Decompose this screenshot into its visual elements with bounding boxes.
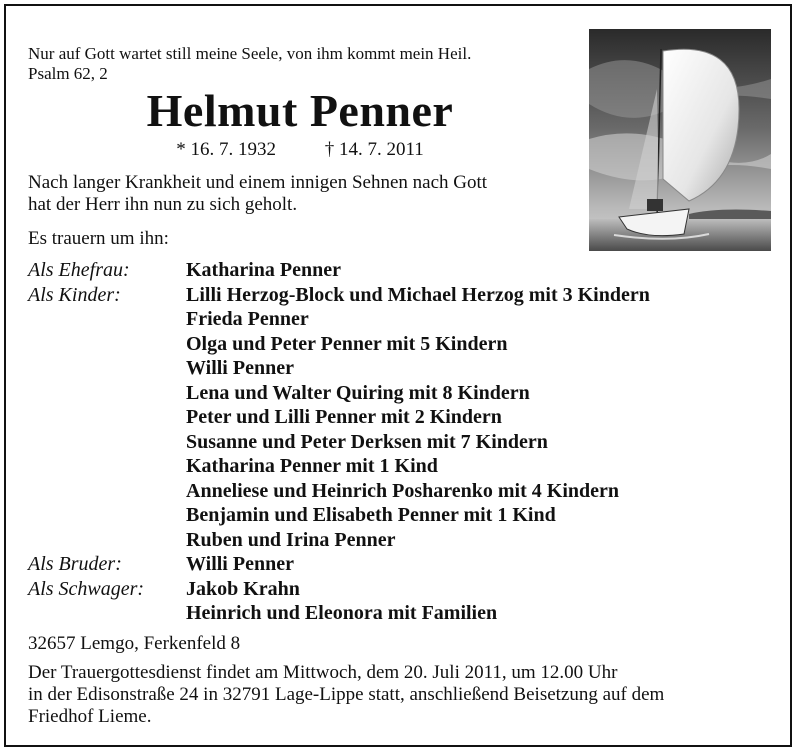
mourner-name: Jakob Krahn — [186, 577, 300, 600]
names-brother-in-law — [186, 577, 497, 626]
mourner-name: Peter und Lilli Penner mit 2 Kindern — [186, 406, 502, 428]
service-line-3: Friedhof Lieme. — [28, 706, 152, 727]
family-address: 32657 Lemgo, Ferkenfeld 8 — [28, 633, 241, 654]
group-label-spouse: Als Ehefrau: — [28, 259, 130, 281]
mourners-heading: Es trauern um ihn: — [28, 228, 169, 249]
life-dates — [0, 138, 600, 162]
service-line-1: Der Trauergottesdienst findet am Mittwoch, dem 20. Juli 2011, um 12.00 Uhr — [28, 662, 618, 683]
mourner-name: Katharina Penner mit 1 Kind — [186, 455, 438, 477]
mourner-name: Lena und Walter Quiring mit 8 Kindern — [186, 381, 530, 404]
funeral-service-info — [28, 662, 778, 728]
names-spouse — [186, 258, 341, 283]
birth-date: * 16. 7. 1932 — [176, 139, 276, 160]
mourner-name: Frieda Penner — [186, 308, 309, 330]
sailboat-photo — [589, 29, 771, 251]
psalm-text: Nur auf Gott wartet still meine Seele, von ihm kommt mein Heil. — [28, 44, 472, 63]
intro-text — [28, 172, 588, 216]
group-label-children: Als Kinder: — [28, 283, 121, 306]
mourner-name: Katharina Penner — [186, 259, 341, 281]
group-label-brother: Als Bruder: — [28, 553, 122, 575]
sailboat-image — [589, 29, 771, 251]
mourner-name: Benjamin und Elisabeth Penner mit 1 Kind — [186, 504, 556, 526]
deceased-name: Helmut Penner — [146, 85, 454, 136]
mourner-name: Lilli Herzog-Block und Michael Herzog mit 3 Kindern — [186, 283, 650, 306]
mourner-name: Susanne und Peter Derksen mit 7 Kindern — [186, 430, 548, 453]
psalm-quote — [28, 44, 471, 84]
intro-line-2: hat der Herr ihn nun zu sich geholt. — [28, 194, 298, 215]
mourner-name: Olga und Peter Penner mit 5 Kindern — [186, 332, 508, 355]
intro-line-1: Nach langer Krankheit und einem innigen Sehnen nach Gott — [28, 172, 488, 193]
names-brother — [186, 552, 294, 577]
mourner-name: Anneliese und Heinrich Posharenko mit 4 Kindern — [186, 479, 620, 502]
death-date: † 14. 7. 2011 — [324, 139, 424, 160]
service-line-2: in der Edisonstraße 24 in 32791 Lage-Lippe statt, anschließend Beisetzung auf dem — [28, 684, 665, 705]
mourner-name: Willi Penner — [186, 553, 294, 575]
psalm-reference: Psalm 62, 2 — [28, 64, 108, 83]
names-children — [186, 283, 650, 553]
mourner-name: Ruben und Irina Penner — [186, 528, 396, 551]
group-label-brother-in-law: Als Schwager: — [28, 577, 145, 600]
mourner-name: Heinrich und Eleonora mit Familien — [186, 602, 498, 624]
mourner-name: Willi Penner — [186, 357, 294, 379]
